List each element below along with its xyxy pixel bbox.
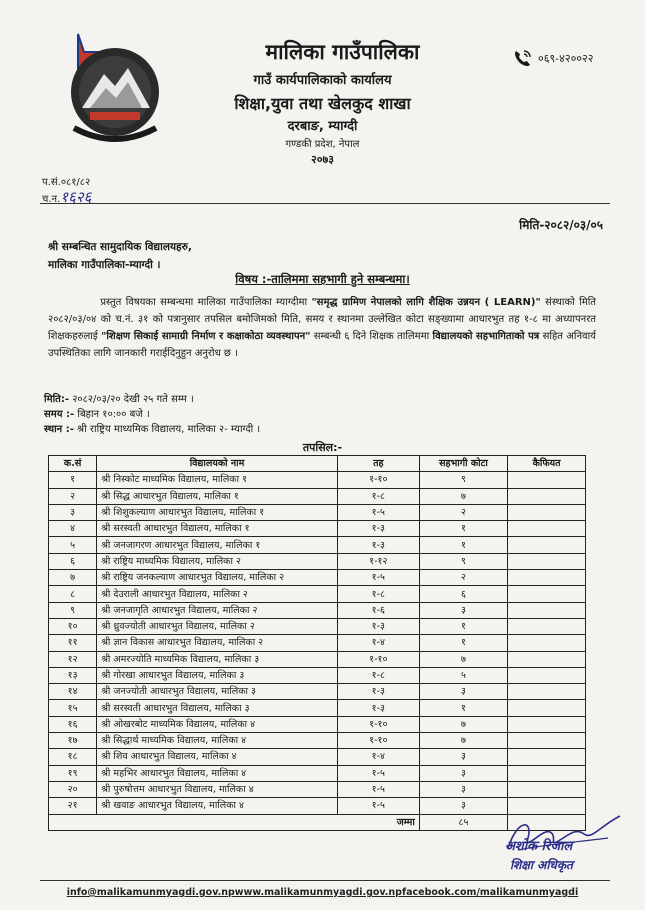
header-school-name: विद्यालयको नाम	[97, 456, 338, 472]
body-bold-1: "समृद्ध ग्रामिण नेपालको लागि शैक्षिक उन्नयन ( LEARN)"	[311, 297, 541, 308]
table-row	[49, 700, 586, 716]
row-quota: १	[419, 700, 507, 716]
phone-icon	[512, 48, 534, 68]
table-row	[49, 749, 586, 765]
table-row	[49, 570, 586, 586]
footer-contact: info@malikamunmyagdi.gov.npwww.malikamunmyagdi.gov.npfacebook.com/malikamunmyagdi	[66, 887, 579, 898]
row-serial: १२	[49, 651, 97, 667]
body-bold-2: "शिक्षण सिकाई सामाग्री निर्माण र कक्षाकोठा व्यवस्थापन"	[101, 331, 311, 342]
row-serial: ७	[49, 570, 97, 586]
branch-name: शिक्षा,युवा तथा खेलकुद शाखा	[234, 94, 411, 113]
body-part-1: प्रस्तुत विषयका सम्बन्धमा मालिका गाउँपालिका म्याग्दीमा	[100, 297, 312, 308]
row-quota: १	[419, 618, 507, 634]
cn-label: च.न.	[42, 194, 61, 205]
row-school-name: श्री खवाङ आधारभुत विद्यालय, मालिका ४	[97, 798, 338, 814]
row-grade: १-१०	[337, 651, 419, 667]
table-row	[49, 716, 586, 732]
table-row	[49, 488, 586, 504]
row-quota: १	[419, 537, 507, 553]
phone-number: ०६९-४२००२२	[538, 51, 594, 65]
row-school-name: श्री ध्रुवज्योती आधारभुत विद्यालय, मालिका २	[97, 618, 338, 634]
row-grade: १-१२	[337, 553, 419, 569]
letter-date: मिति-२०८२/०३/०५	[519, 218, 603, 232]
place-label: स्थान :-	[44, 424, 74, 435]
row-remark	[508, 586, 586, 602]
table-row	[49, 684, 586, 700]
row-grade: १-१०	[337, 716, 419, 732]
row-school-name: श्री ज्ञान विकास आधारभुत विद्यालय, मालिका २	[97, 635, 338, 651]
time-label: समय :-	[44, 409, 75, 420]
row-serial: १६	[49, 716, 97, 732]
row-school-name: श्री राष्ट्रिय माध्यमिक विद्यालय, मालिका २	[97, 553, 338, 569]
row-quota: २	[419, 504, 507, 520]
table-row	[49, 635, 586, 651]
row-school-name: श्री सरस्वती आधारभुत विद्यालय, मालिका १	[97, 521, 338, 537]
table-header-row	[49, 456, 586, 472]
row-remark	[508, 765, 586, 781]
training-details	[44, 392, 260, 437]
established-year: २०७३	[311, 153, 334, 166]
body-part-4: सहित अनिवार्य उपस्थितिका लागि जानकारी गराईदिनुहुन अनुरोध छ ।	[48, 331, 596, 359]
row-quota: ५	[419, 667, 507, 683]
phone-contact	[512, 48, 593, 68]
table-row	[49, 765, 586, 781]
row-remark	[508, 504, 586, 520]
header-serial: क.सं	[49, 456, 97, 472]
row-quota: ९	[419, 472, 507, 488]
row-remark	[508, 488, 586, 504]
row-grade: १-३	[337, 618, 419, 634]
row-grade: १-८	[337, 586, 419, 602]
org-name: मालिका गाउँपालिका	[265, 40, 420, 64]
row-grade: १-८	[337, 667, 419, 683]
row-grade: १-८	[337, 488, 419, 504]
recipient-address	[48, 238, 192, 274]
table-row	[49, 586, 586, 602]
row-serial: ८	[49, 586, 97, 602]
row-quota: ३	[419, 602, 507, 618]
row-quota: १	[419, 521, 507, 537]
table-row	[49, 733, 586, 749]
row-remark	[508, 716, 586, 732]
row-school-name: श्री शिव आधारभुत विद्यालय, मालिका ४	[97, 749, 338, 765]
ps-label: प.सं.	[42, 177, 61, 188]
row-school-name: श्री देउराली आधारभुत विद्यालय, मालिका २	[97, 586, 338, 602]
row-quota: ९	[419, 553, 507, 569]
row-quota: ७	[419, 651, 507, 667]
table-row	[49, 618, 586, 634]
row-school-name: श्री जनज्योती आधारभुत विद्यालय, मालिका ३	[97, 684, 338, 700]
header-grade: तह	[337, 456, 419, 472]
office-name: गाउँ कार्यपालिकाको कार्यालय	[253, 73, 392, 88]
row-grade: १-३	[337, 521, 419, 537]
row-quota: ३	[419, 798, 507, 814]
row-grade: १-५	[337, 504, 419, 520]
date-label: मिति:-	[44, 394, 70, 405]
table-row	[49, 537, 586, 553]
table-row	[49, 472, 586, 488]
row-school-name: श्री सिद्ध आधारभुत विद्यालय, मालिका १	[97, 488, 338, 504]
row-remark	[508, 537, 586, 553]
row-remark	[508, 781, 586, 797]
footer-divider	[40, 880, 610, 881]
row-grade: १-१०	[337, 733, 419, 749]
row-grade: १-५	[337, 781, 419, 797]
row-remark	[508, 733, 586, 749]
row-grade: १-४	[337, 749, 419, 765]
table-row	[49, 553, 586, 569]
letter-subject: विषय :-तालिममा सहभागी हुने सम्बन्धमा।	[235, 272, 410, 286]
body-part-2: संस्थाको मिति २०८२/०३/०४ को च.नं. ३१ को पत्रानुसार तपसिल बमोजिमको मिति, समय र स्थानमा उल्लेखित कोटा सङ्ख्यामा आधारभुत तह १-८ मा अध्यापनरत शिक्षकहरुलाई	[48, 297, 596, 342]
row-school-name: श्री सरस्वती आधारभुत विद्यालय, मालिका ३	[97, 700, 338, 716]
table-row	[49, 651, 586, 667]
row-serial: १७	[49, 733, 97, 749]
row-remark	[508, 553, 586, 569]
recipient-line-1: श्री सम्बन्धित सामुदायिक विद्यालयहरु,	[48, 241, 192, 253]
letter-body	[48, 294, 596, 362]
row-remark	[508, 684, 586, 700]
row-remark	[508, 618, 586, 634]
row-grade: १-५	[337, 570, 419, 586]
row-grade: १-५	[337, 798, 419, 814]
row-school-name: श्री महभिर आधारभुत विद्यालय, मालिका ४	[97, 765, 338, 781]
row-serial: १०	[49, 618, 97, 634]
row-serial: २१	[49, 798, 97, 814]
row-quota: ७	[419, 716, 507, 732]
row-serial: ४	[49, 521, 97, 537]
row-grade: १-३	[337, 700, 419, 716]
row-quota: ७	[419, 733, 507, 749]
row-serial: १८	[49, 749, 97, 765]
row-grade: १-१०	[337, 472, 419, 488]
table-row	[49, 521, 586, 537]
row-grade: १-५	[337, 765, 419, 781]
row-school-name: श्री अमरज्योति माध्यमिक विद्यालय, मालिका ३	[97, 651, 338, 667]
row-quota: २	[419, 570, 507, 586]
row-remark	[508, 472, 586, 488]
row-quota: ३	[419, 781, 507, 797]
row-school-name: श्री जनजागृति आधारभुत विद्यालय, मालिका २	[97, 602, 338, 618]
row-quota: ६	[419, 586, 507, 602]
total-value: ८५	[419, 814, 507, 830]
table-row	[49, 781, 586, 797]
province-name: गण्डकी प्रदेश, नेपाल	[285, 139, 360, 150]
row-school-name: श्री पुरुषोत्तम आधारभुत विद्यालय, मालिका ४	[97, 781, 338, 797]
signatory-name: अशोक रिजाल	[505, 839, 573, 854]
office-location: दरबाङ, म्याग्दी	[287, 119, 358, 134]
row-remark	[508, 570, 586, 586]
body-part-3: सम्बन्धी ६ दिने शिक्षक तालिममा	[310, 331, 433, 342]
participant-table	[48, 455, 586, 831]
row-serial: २	[49, 488, 97, 504]
row-school-name: श्री गोरखा आधारभुत विद्यालय, मालिका ३	[97, 667, 338, 683]
row-quota: ७	[419, 488, 507, 504]
row-school-name: श्री निस्कोट माध्यमिक विद्यालय, मालिका १	[97, 472, 338, 488]
row-school-name: श्री सिद्धार्थ माध्यमिक विद्यालय, मालिका ४	[97, 733, 338, 749]
row-remark	[508, 667, 586, 683]
table-row	[49, 504, 586, 520]
signatory-title: शिक्षा अधिकृत	[510, 858, 573, 872]
time-value: बिहान १०:०० बजे ।	[77, 409, 150, 420]
row-serial: १५	[49, 700, 97, 716]
row-serial: ६	[49, 553, 97, 569]
row-remark	[508, 521, 586, 537]
table-row	[49, 602, 586, 618]
row-quota: ३	[419, 684, 507, 700]
cn-value: १६२६	[60, 188, 92, 206]
table-title: तपसिल:-	[302, 441, 343, 454]
table-row	[49, 667, 586, 683]
row-serial: ५	[49, 537, 97, 553]
row-quota: ३	[419, 749, 507, 765]
body-bold-3: विद्यालयको सहभागिताको पत्र	[432, 331, 540, 342]
row-serial: १९	[49, 765, 97, 781]
row-serial: ३	[49, 504, 97, 520]
place-value: श्री राष्ट्रिय माध्यमिक विद्यालय, मालिका २- म्याग्दी ।	[77, 424, 261, 435]
row-remark	[508, 749, 586, 765]
row-serial: १३	[49, 667, 97, 683]
ps-value: ०८१/८२	[60, 177, 91, 188]
row-quota: ३	[419, 765, 507, 781]
row-serial: ९	[49, 602, 97, 618]
row-remark	[508, 651, 586, 667]
row-grade: १-४	[337, 635, 419, 651]
row-grade: १-३	[337, 684, 419, 700]
row-remark	[508, 602, 586, 618]
row-grade: १-३	[337, 537, 419, 553]
recipient-line-2: मालिका गाउँपालिका-म्याग्दी ।	[48, 259, 161, 271]
row-school-name: श्री ओखरबोट माध्यमिक विद्यालय, मालिका ४	[97, 716, 338, 732]
row-school-name: श्री शिशुकल्याण आधारभुत विद्यालय, मालिका १	[97, 504, 338, 520]
row-grade: १-६	[337, 602, 419, 618]
row-serial: १	[49, 472, 97, 488]
row-school-name: श्री राष्ट्रिय जनकल्याण आधारभुत विद्यालय, मालिका २	[97, 570, 338, 586]
header-divider	[40, 203, 610, 204]
row-remark	[508, 635, 586, 651]
header-quota: सहभागी कोटा	[419, 456, 507, 472]
row-serial: ११	[49, 635, 97, 651]
row-remark	[508, 700, 586, 716]
total-label: जम्मा	[49, 814, 420, 830]
date-value: २०८२/०३/२० देखी २५ गते सम्म ।	[72, 394, 194, 405]
row-school-name: श्री जनजागरण आधारभुत विद्यालय, मालिका १	[97, 537, 338, 553]
row-serial: १४	[49, 684, 97, 700]
header-remarks: कैफियत	[508, 456, 586, 472]
row-quota: १	[419, 635, 507, 651]
row-serial: २०	[49, 781, 97, 797]
